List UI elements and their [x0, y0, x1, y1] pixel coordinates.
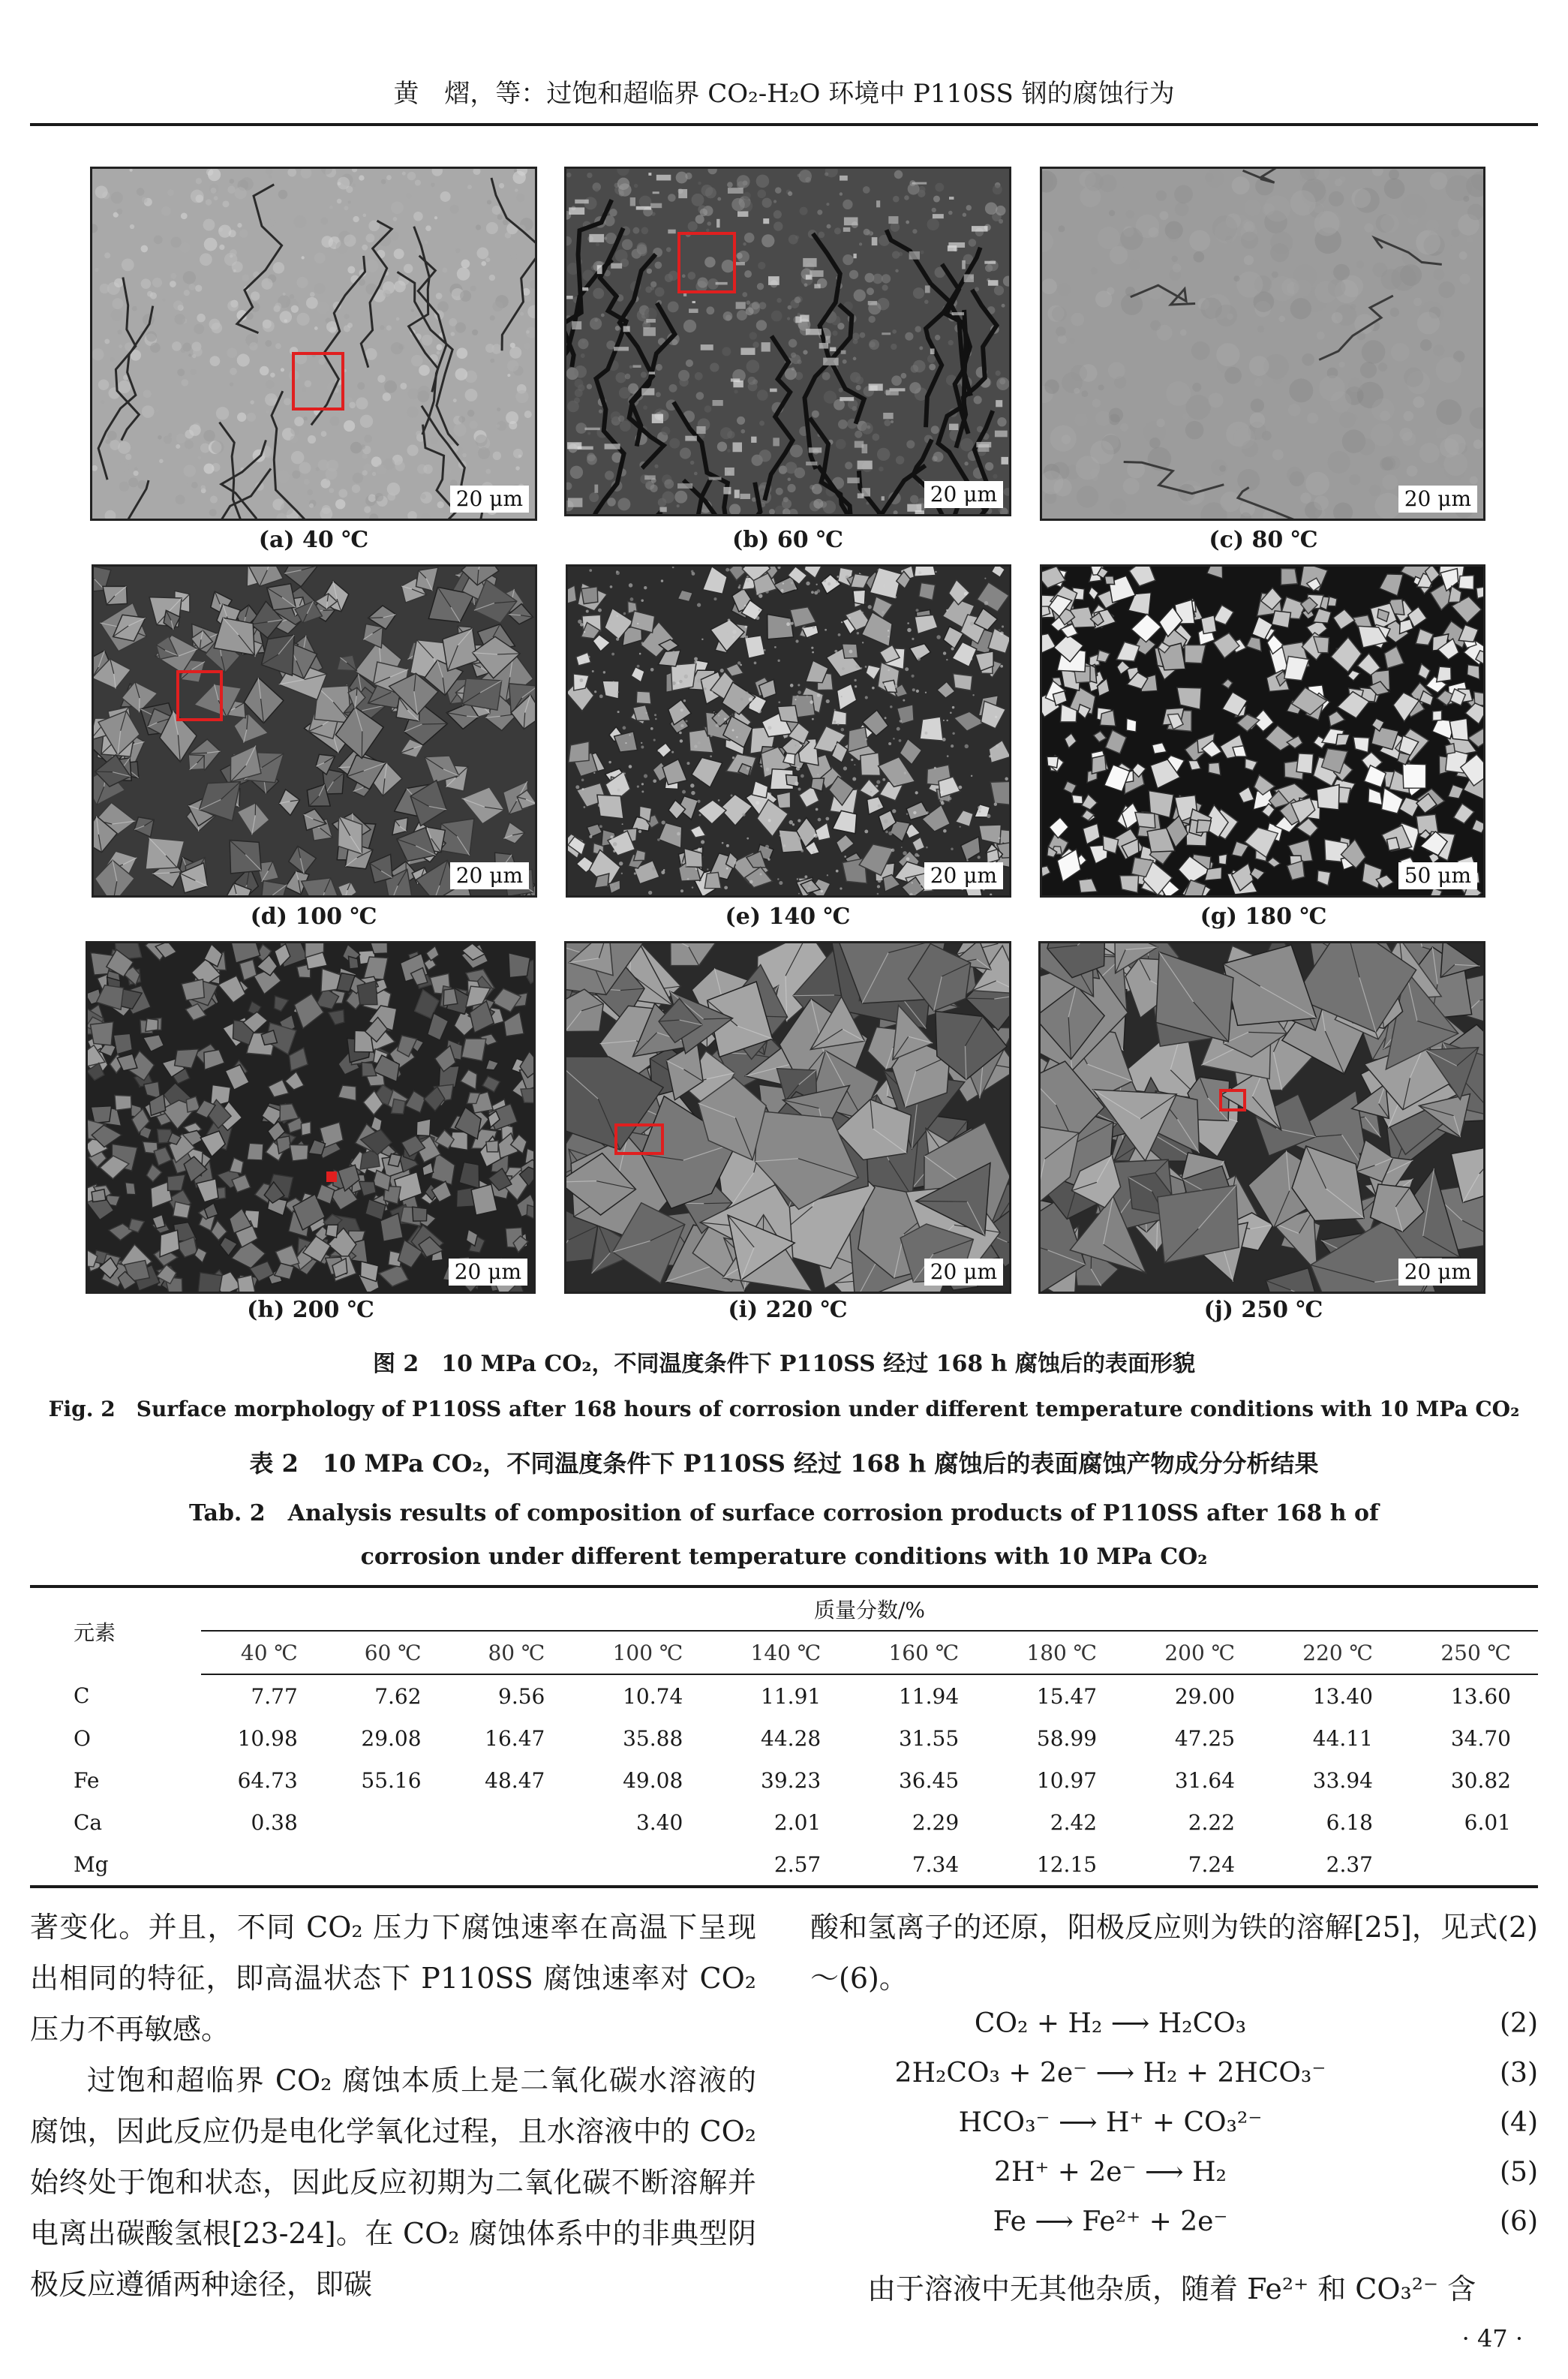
value-cell: 6.18	[1326, 1809, 1373, 1835]
table-row	[30, 1759, 1538, 1801]
value-cell: 12.15	[986, 1843, 1124, 1887]
value-cell: 11.94	[898, 1683, 960, 1709]
value-cell: 10.97	[1036, 1767, 1098, 1793]
equation-number: (5)	[1500, 2157, 1538, 2188]
table-row	[30, 1801, 1538, 1843]
sem-panel-e	[566, 564, 1011, 898]
body-right-intro: 酸和氢离子的还原，阳极反应则为铁的溶解[25]，见式(2)～(6)。	[810, 1911, 1538, 1995]
value-cell: 9.56	[498, 1683, 545, 1709]
panel-caption-j: (j) 250 ℃	[1203, 1297, 1323, 1323]
region-of-interest	[1219, 1089, 1246, 1111]
scale-bar-label: 20 μm	[450, 486, 529, 513]
table-caption-zh: 表 2 10 MPa CO₂，不同温度条件下 P110SS 经过 168 h 腐蚀后的表面腐蚀产物成分分析结果	[249, 1449, 1319, 1478]
equation	[810, 2098, 1538, 2148]
row-header: 元素	[30, 1587, 201, 1674]
sem-image	[94, 567, 535, 895]
value-cell: 30.82	[1450, 1767, 1511, 1793]
paragraph: 著变化。并且，不同 CO₂ 压力下腐蚀速率在高温下呈现出相同的特征，即高温状态下 P110SS 腐蚀速率对 CO₂ 压力不再敏感。	[30, 1911, 756, 2046]
value-cell: 2.29	[912, 1809, 960, 1835]
equation-body: 2H₂CO₃ + 2e⁻ ⟶ H₂ + 2HCO₃⁻	[894, 2058, 1326, 2089]
temperature-header: 40 ℃	[201, 1631, 325, 1674]
equation	[810, 2049, 1538, 2098]
panel-caption-e: (e) 140 ℃	[725, 904, 851, 930]
value-cell: 6.01	[1464, 1809, 1511, 1835]
value-cell: 2.57	[710, 1843, 848, 1887]
panel-caption-c: (c) 80 ℃	[1209, 527, 1318, 553]
equation-number: (4)	[1500, 2107, 1538, 2138]
value-cell: 44.11	[1312, 1725, 1373, 1751]
sem-panel-a	[90, 167, 537, 521]
panel-caption-b: (b) 60 ℃	[732, 527, 843, 553]
table-row	[30, 1674, 1538, 1717]
value-cell: 2.01	[773, 1809, 822, 1835]
header-rule	[30, 123, 1538, 126]
equation	[810, 2197, 1538, 2247]
temperature-header: 140 ℃	[710, 1631, 848, 1674]
temperature-header: 80 ℃	[449, 1631, 572, 1674]
value-cell	[325, 1843, 449, 1887]
value-cell: 55.16	[361, 1767, 422, 1793]
value-cell: 48.47	[485, 1767, 545, 1793]
composition-table	[30, 1585, 1538, 1888]
equation-body: HCO₃⁻ ⟶ H⁺ + CO₃²⁻	[958, 2107, 1263, 2138]
value-cell: 11.91	[761, 1683, 822, 1709]
value-cell: 31.55	[898, 1725, 960, 1751]
scale-bar-label: 20 μm	[924, 862, 1003, 889]
sem-image	[566, 169, 1009, 514]
value-cell: 16.47	[485, 1725, 545, 1751]
value-cell: 36.45	[898, 1767, 960, 1793]
equation-body: Fe ⟶ Fe²⁺ + 2e⁻	[993, 2206, 1228, 2237]
group-header: 质量分数/%	[201, 1587, 1538, 1631]
value-cell: 7.34	[848, 1843, 986, 1887]
value-cell: 34.70	[1450, 1725, 1511, 1751]
region-of-interest	[176, 670, 223, 721]
panel-caption-h: (h) 200 ℃	[247, 1297, 374, 1323]
temperature-header: 160 ℃	[848, 1631, 986, 1674]
temperature-header: 60 ℃	[325, 1631, 449, 1674]
value-cell	[325, 1801, 449, 1843]
figure-caption-zh: 图 2 10 MPa CO₂，不同温度条件下 P110SS 经过 168 h 腐蚀后的表面形貌	[372, 1351, 1195, 1377]
scale-bar-label: 20 μm	[1398, 486, 1477, 513]
value-cell: 15.47	[1036, 1683, 1098, 1709]
value-cell: 2.37	[1262, 1843, 1400, 1887]
sem-panel-b	[564, 167, 1011, 516]
sem-image	[566, 943, 1009, 1292]
value-cell: 44.28	[761, 1725, 822, 1751]
element-cell: Fe	[74, 1767, 100, 1793]
temperature-header: 100 ℃	[572, 1631, 710, 1674]
scale-bar-label: 20 μm	[924, 481, 1003, 508]
temperature-header: 180 ℃	[986, 1631, 1124, 1674]
equation-number: (2)	[1500, 2008, 1538, 2039]
running-header: 黄 熠，等：过饱和超临界 CO₂-H₂O 环境中 P110SS 钢的腐蚀行为	[393, 79, 1175, 109]
equation-body: CO₂ + H₂ ⟶ H₂CO₃	[974, 2008, 1247, 2039]
value-cell: 7.62	[374, 1683, 422, 1709]
body-left-column	[30, 1902, 756, 2310]
value-cell: 58.99	[1036, 1725, 1098, 1751]
value-cell: 7.77	[251, 1683, 298, 1709]
value-cell: 31.64	[1174, 1767, 1236, 1793]
scale-bar-label: 20 μm	[449, 1259, 527, 1286]
value-cell: 13.60	[1450, 1683, 1511, 1709]
region-of-interest	[292, 352, 344, 411]
region-of-interest	[677, 232, 736, 293]
equation	[810, 2148, 1538, 2197]
value-cell: 10.98	[237, 1725, 298, 1751]
value-cell	[572, 1843, 710, 1887]
element-cell: Ca	[74, 1809, 103, 1835]
value-cell: 39.23	[761, 1767, 822, 1793]
temperature-header: 200 ℃	[1124, 1631, 1262, 1674]
scale-bar-label: 20 μm	[1398, 1259, 1477, 1286]
element-cell: O	[74, 1725, 91, 1751]
equation-number: (6)	[1500, 2206, 1538, 2237]
value-cell: 35.88	[623, 1725, 683, 1751]
equation	[810, 1999, 1538, 2049]
scale-bar-label: 50 μm	[1398, 862, 1477, 889]
sem-panel-d	[92, 564, 537, 898]
element-cell: Mg	[30, 1843, 201, 1887]
scale-bar-label: 20 μm	[924, 1259, 1003, 1286]
value-cell: 29.00	[1174, 1683, 1236, 1709]
page-number: · 47 ·	[1461, 2324, 1523, 2353]
panel-caption-a: (a) 40 ℃	[258, 527, 369, 553]
value-cell: 2.42	[1050, 1809, 1098, 1835]
region-of-interest	[326, 1171, 337, 1182]
sem-panel-c	[1040, 167, 1485, 521]
value-cell: 29.08	[361, 1725, 422, 1751]
value-cell: 10.74	[623, 1683, 683, 1709]
value-cell: 3.40	[635, 1809, 683, 1835]
value-cell: 7.24	[1124, 1843, 1262, 1887]
region-of-interest	[614, 1123, 664, 1155]
temperature-header: 220 ℃	[1262, 1631, 1400, 1674]
sem-panel-j	[1038, 941, 1485, 1294]
value-cell	[449, 1801, 572, 1843]
value-cell: 0.38	[251, 1809, 298, 1835]
value-cell	[449, 1843, 572, 1887]
scale-bar-label: 20 μm	[450, 862, 529, 889]
value-cell: 47.25	[1174, 1725, 1236, 1751]
element-cell: C	[74, 1683, 90, 1708]
equation-number: (3)	[1500, 2058, 1538, 2089]
sem-image	[92, 169, 535, 519]
table-row	[30, 1843, 1538, 1887]
value-cell	[201, 1843, 325, 1887]
figure-caption-en: Fig. 2 Surface morphology of P110SS after 168 hours of corrosion under different temperature conditions with 10 MPa CO₂	[48, 1397, 1520, 1421]
panel-caption-i: (i) 220 ℃	[728, 1297, 848, 1323]
value-cell: 64.73	[237, 1767, 298, 1793]
value-cell	[1400, 1843, 1538, 1887]
sem-image	[1042, 169, 1483, 519]
sem-image	[88, 943, 533, 1292]
panel-caption-g: (g) 180 ℃	[1200, 904, 1327, 930]
table-row	[30, 1717, 1538, 1759]
sem-panel-g	[1040, 564, 1485, 898]
value-cell: 49.08	[623, 1767, 683, 1793]
value-cell: 13.40	[1312, 1683, 1373, 1709]
paragraph: 过饱和超临界 CO₂ 腐蚀本质上是二氧化碳水溶液的腐蚀，因此反应仍是电化学氧化过程，且水溶液中的 CO₂ 始终处于饱和状态，因此反应初期为二氧化碳不断溶解并电离出碳酸氢根[23-24]。在 CO₂ 腐蚀体系中的非典型阴极反应遵循两种途径，即碳	[30, 2064, 756, 2301]
sem-image	[1042, 567, 1483, 895]
panel-caption-d: (d) 100 ℃	[250, 904, 377, 930]
sem-image	[568, 567, 1009, 895]
sem-image	[1041, 943, 1483, 1292]
equation-body: 2H⁺ + 2e⁻ ⟶ H₂	[994, 2157, 1227, 2188]
value-cell: 33.94	[1312, 1767, 1373, 1793]
sem-panel-h	[86, 941, 536, 1294]
sem-panel-i	[564, 941, 1011, 1294]
table-caption-en: Tab. 2 Analysis results of composition of surface corrosion products of P110SS after 168 h of corrosion under different temperature conditions with 10 MPa CO₂	[189, 1500, 1379, 1570]
paragraph: 由于溶液中无其他杂质，随着 Fe²⁺ 和 CO₃²⁻ 含	[867, 2272, 1476, 2305]
temperature-header: 250 ℃	[1400, 1631, 1538, 1674]
value-cell: 2.22	[1188, 1809, 1236, 1835]
